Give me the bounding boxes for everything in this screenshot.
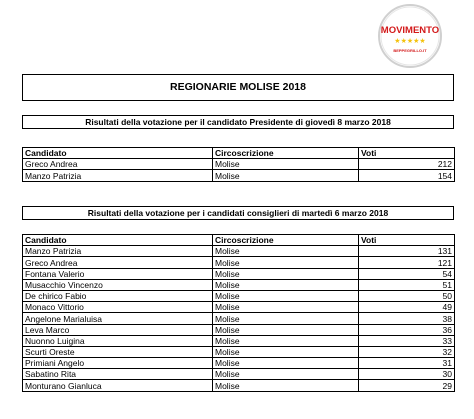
district-name: Molise bbox=[213, 313, 359, 324]
president-results-table bbox=[22, 147, 455, 182]
table-row bbox=[23, 335, 455, 346]
header-circoscrizione: Circoscrizione bbox=[213, 148, 359, 159]
candidate-name: Greco Andrea bbox=[23, 257, 213, 268]
district-name: Molise bbox=[213, 302, 359, 313]
candidate-name: Nuonno Luigina bbox=[23, 335, 213, 346]
table-row bbox=[23, 246, 455, 257]
district-name: Molise bbox=[213, 170, 359, 181]
district-name: Molise bbox=[213, 268, 359, 279]
candidate-name: Leva Marco bbox=[23, 324, 213, 335]
candidate-name: Greco Andrea bbox=[23, 159, 213, 170]
district-name: Molise bbox=[213, 335, 359, 346]
vote-count: 121 bbox=[359, 257, 455, 268]
vote-count: 33 bbox=[359, 335, 455, 346]
vote-count: 29 bbox=[359, 380, 455, 391]
councillor-results-table bbox=[22, 234, 455, 392]
table-row bbox=[23, 324, 455, 335]
vote-count: 36 bbox=[359, 324, 455, 335]
movimento-logo bbox=[378, 4, 442, 68]
document-title: REGIONARIE MOLISE 2018 bbox=[22, 74, 454, 101]
logo-graphic bbox=[380, 6, 440, 66]
district-name: Molise bbox=[213, 380, 359, 391]
district-name: Molise bbox=[213, 279, 359, 290]
header-candidato: Candidato bbox=[23, 148, 213, 159]
candidate-name: Musacchio Vincenzo bbox=[23, 279, 213, 290]
table-row bbox=[23, 358, 455, 369]
table-row bbox=[23, 257, 455, 268]
vote-count: 212 bbox=[359, 159, 455, 170]
header-candidato: Candidato bbox=[23, 235, 213, 246]
table-row bbox=[23, 279, 455, 290]
district-name: Molise bbox=[213, 257, 359, 268]
table-row bbox=[23, 290, 455, 301]
candidate-name: Primiani Angelo bbox=[23, 358, 213, 369]
district-name: Molise bbox=[213, 358, 359, 369]
vote-count: 154 bbox=[359, 170, 455, 181]
candidate-name: Manzo Patrizia bbox=[23, 246, 213, 257]
candidate-name: Scurti Oreste bbox=[23, 346, 213, 357]
table-row bbox=[23, 159, 455, 170]
vote-count: 31 bbox=[359, 358, 455, 369]
candidate-name: Manzo Patrizia bbox=[23, 170, 213, 181]
table-row bbox=[23, 380, 455, 391]
candidate-name: Sabatino Rita bbox=[23, 369, 213, 380]
vote-count: 131 bbox=[359, 246, 455, 257]
vote-count: 49 bbox=[359, 302, 455, 313]
vote-count: 30 bbox=[359, 369, 455, 380]
district-name: Molise bbox=[213, 159, 359, 170]
district-name: Molise bbox=[213, 346, 359, 357]
candidate-name: De chirico Fabio bbox=[23, 290, 213, 301]
table-row bbox=[23, 302, 455, 313]
candidate-name: Monturano Gianluca bbox=[23, 380, 213, 391]
vote-count: 50 bbox=[359, 290, 455, 301]
table-row bbox=[23, 313, 455, 324]
section1-title: Risultati della votazione per il candidato Presidente di giovedì 8 marzo 2018 bbox=[22, 115, 454, 129]
vote-count: 54 bbox=[359, 268, 455, 279]
logo-subtext: BEPPEGRILLO.IT bbox=[393, 48, 427, 53]
candidate-name: Angelone Marialuisa bbox=[23, 313, 213, 324]
logo-text: MOVIMENTO bbox=[380, 25, 440, 36]
table-header-row bbox=[23, 148, 455, 159]
header-circoscrizione: Circoscrizione bbox=[213, 235, 359, 246]
header-voti: Voti bbox=[359, 235, 455, 246]
vote-count: 32 bbox=[359, 346, 455, 357]
header-voti: Voti bbox=[359, 148, 455, 159]
table-row bbox=[23, 268, 455, 279]
candidate-name: Monaco Vittorio bbox=[23, 302, 213, 313]
table-row bbox=[23, 346, 455, 357]
section2-title: Risultati della votazione per i candidati consiglieri di martedì 6 marzo 2018 bbox=[22, 206, 454, 220]
district-name: Molise bbox=[213, 369, 359, 380]
table-row bbox=[23, 170, 455, 181]
vote-count: 38 bbox=[359, 313, 455, 324]
table-row bbox=[23, 369, 455, 380]
district-name: Molise bbox=[213, 290, 359, 301]
district-name: Molise bbox=[213, 324, 359, 335]
district-name: Molise bbox=[213, 246, 359, 257]
table-header-row bbox=[23, 235, 455, 246]
logo-stars: ★★★★★ bbox=[394, 37, 426, 45]
candidate-name: Fontana Valerio bbox=[23, 268, 213, 279]
vote-count: 51 bbox=[359, 279, 455, 290]
